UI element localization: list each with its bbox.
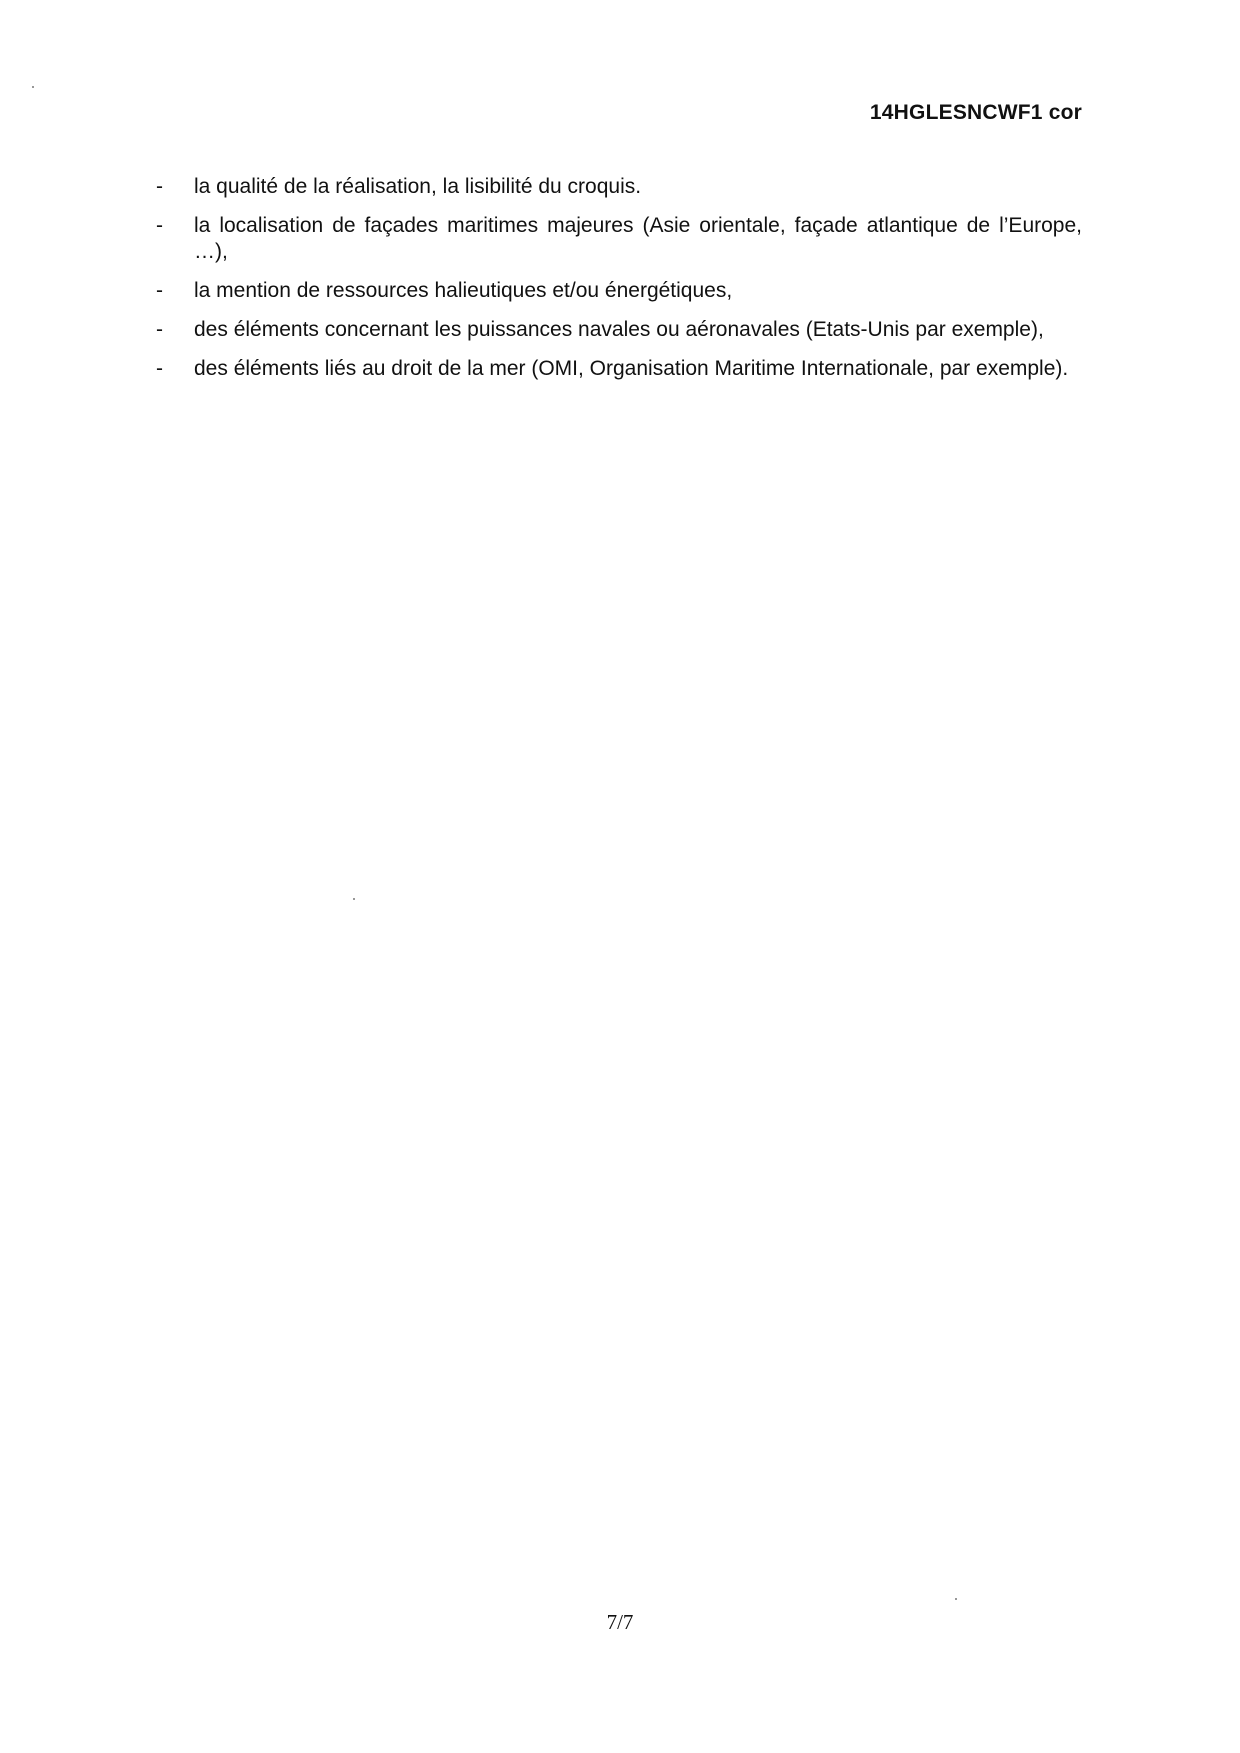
document-code: 14HGLESNCWF1 cor: [869, 101, 1082, 124]
criteria-list: [156, 174, 1082, 395]
scan-speck: [32, 86, 34, 88]
scan-speck: [353, 898, 355, 900]
list-item: [156, 278, 1082, 304]
list-item-text: la mention de ressources halieutiques et/ou énergétiques,: [194, 279, 733, 302]
bullet-dash: -: [156, 214, 163, 237]
list-item: [156, 213, 1082, 265]
list-item-text: la qualité de la réalisation, la lisibilité du croquis.: [194, 175, 642, 198]
bullet-dash: -: [156, 318, 163, 341]
bullet-dash: -: [156, 175, 163, 198]
list-item-text: la localisation de façades maritimes majeures (Asie orientale, façade atlantique de l’Europe, …),: [194, 214, 1082, 263]
list-item-text: des éléments liés au droit de la mer (OMI, Organisation Maritime Internationale, par exemple).: [194, 357, 1069, 380]
list-item: [156, 317, 1082, 343]
list-item: [156, 174, 1082, 200]
page-number: 7/7: [606, 1610, 634, 1634]
bullet-dash: -: [156, 357, 163, 380]
list-item-text: des éléments concernant les puissances navales ou aéronavales (Etats-Unis par exemple),: [194, 318, 1044, 341]
bullet-dash: -: [156, 279, 163, 302]
scan-speck: [955, 1598, 957, 1600]
list-item: [156, 356, 1082, 382]
